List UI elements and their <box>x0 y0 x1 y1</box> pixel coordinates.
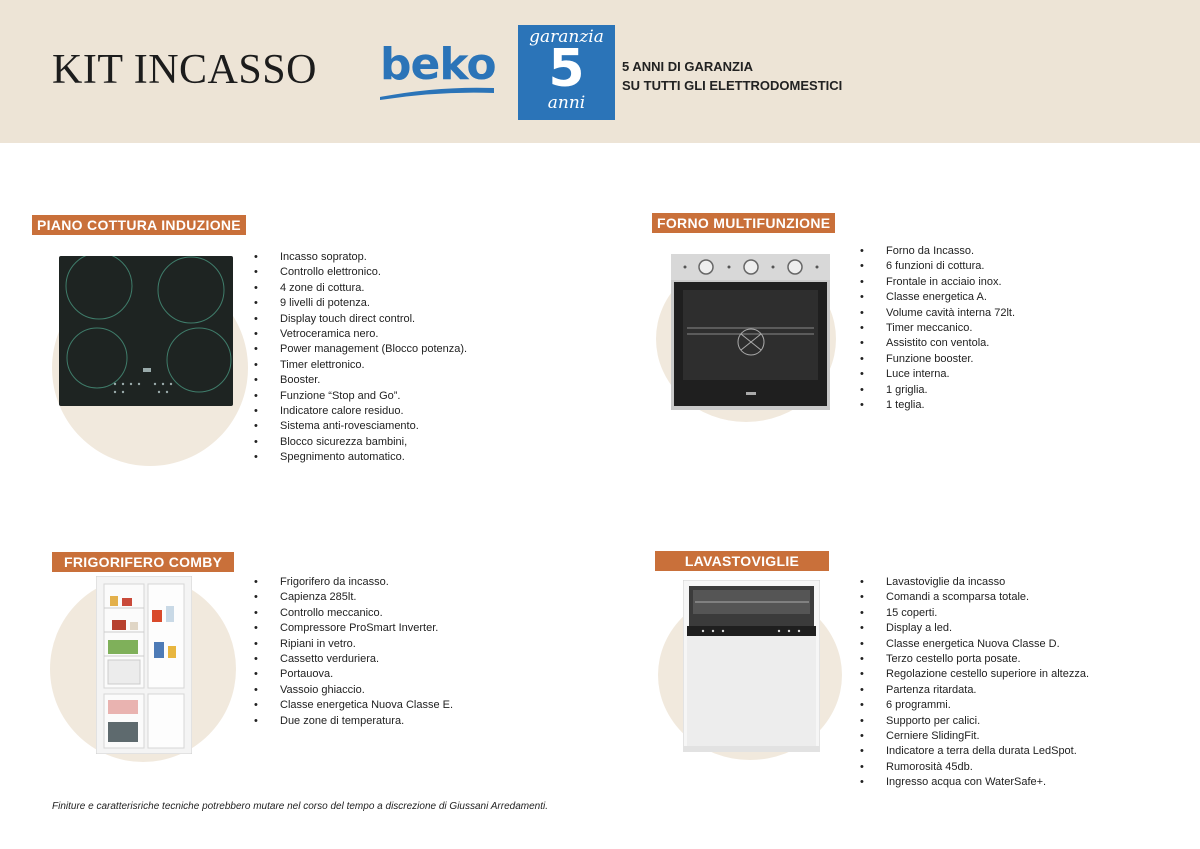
hob-section-label: PIANO COTTURA INDUZIONE <box>32 215 246 235</box>
list-item: • Timer meccanico. <box>860 321 1015 336</box>
warranty-badge <box>518 25 615 120</box>
list-item: • Classe energetica Nuova Classe E. <box>254 698 453 713</box>
list-item: • Due zone di temperatura. <box>254 714 453 729</box>
dishwasher-section-label: LAVASTOVIGLIE <box>655 551 829 571</box>
list-item: • Cerniere SlidingFit. <box>860 729 1089 744</box>
list-item: • Spegnimento automatico. <box>254 450 467 465</box>
badge-top-text: garanzia <box>529 27 604 47</box>
warranty-line: SU TUTTI GLI ELETTRODOMESTICI <box>622 78 843 93</box>
list-item: • Partenza ritardata. <box>860 683 1089 698</box>
fridge-section-label: FRIGORIFERO COMBY <box>52 552 234 572</box>
list-item: • Vassoio ghiaccio. <box>254 683 453 698</box>
list-item: • Vetroceramica nero. <box>254 327 467 342</box>
list-item: • Display touch direct control. <box>254 312 467 327</box>
list-item: • 15 coperti. <box>860 606 1089 621</box>
beko-swoosh-icon <box>378 84 496 100</box>
list-item: • Classe energetica A. <box>860 290 1015 305</box>
oven-section-label: FORNO MULTIFUNZIONE <box>652 213 835 233</box>
beko-wordmark: beko <box>380 39 496 90</box>
list-item: • Blocco sicurezza bambini, <box>254 435 467 450</box>
list-item: • 6 programmi. <box>860 698 1089 713</box>
list-item: • Compressore ProSmart Inverter. <box>254 621 453 636</box>
list-item: • Capienza 285lt. <box>254 590 453 605</box>
list-item: • 6 funzioni di cottura. <box>860 259 1015 274</box>
list-item: • Rumorosità 45db. <box>860 760 1089 775</box>
fridge-features-list <box>254 575 453 729</box>
list-item: • Funzione booster. <box>860 352 1015 367</box>
list-item: • 1 griglia. <box>860 383 1015 398</box>
list-item: • Regolazione cestello superiore in altezza. <box>860 667 1089 682</box>
list-item: • Comandi a scomparsa totale. <box>860 590 1089 605</box>
beko-logo <box>376 40 498 102</box>
warranty-text <box>622 57 842 95</box>
list-item: • 1 teglia. <box>860 398 1015 413</box>
list-item: • Incasso sopratop. <box>254 250 467 265</box>
list-item: • Sistema anti-rovesciamento. <box>254 419 467 434</box>
badge-number: 5 <box>548 39 585 99</box>
list-item: • Supporto per calici. <box>860 714 1089 729</box>
list-item: • 4 zone di cottura. <box>254 281 467 296</box>
list-item: • Indicatore calore residuo. <box>254 404 467 419</box>
list-item: • Timer elettronico. <box>254 358 467 373</box>
list-item: • Indicatore a terra della durata LedSpot. <box>860 744 1089 759</box>
list-item: • Display a led. <box>860 621 1089 636</box>
list-item: • Ripiani in vetro. <box>254 637 453 652</box>
dishwasher-drawing-icon <box>683 580 820 752</box>
oven-drawing-icon <box>671 254 830 410</box>
list-item: • Frontale in acciaio inox. <box>860 275 1015 290</box>
list-item: • Terzo cestello porta posate. <box>860 652 1089 667</box>
oven-features-list <box>860 244 1015 413</box>
list-item: • Classe energetica Nuova Classe D. <box>860 637 1089 652</box>
list-item: • Portauova. <box>254 667 453 682</box>
fridge-drawing-icon <box>96 576 192 754</box>
page-title: KIT INCASSO <box>52 47 317 93</box>
dishwasher-features-list <box>860 575 1089 791</box>
warranty-line: 5 ANNI DI GARANZIA <box>622 59 753 74</box>
badge-bottom-text: anni <box>547 93 586 113</box>
list-item: • Frigorifero da incasso. <box>254 575 453 590</box>
hob-features-list <box>254 250 467 466</box>
list-item: • Cassetto verduriera. <box>254 652 453 667</box>
hob-zones-icon <box>59 256 233 406</box>
header-band <box>0 0 1200 143</box>
list-item: • Luce interna. <box>860 367 1015 382</box>
list-item: • Controllo elettronico. <box>254 265 467 280</box>
induction-hob-image <box>59 256 233 406</box>
list-item: • Power management (Blocco potenza). <box>254 342 467 357</box>
list-item: • Assistito con ventola. <box>860 336 1015 351</box>
list-item: • 9 livelli di potenza. <box>254 296 467 311</box>
list-item: • Ingresso acqua con WaterSafe+. <box>860 775 1089 790</box>
list-item: • Controllo meccanico. <box>254 606 453 621</box>
list-item: • Volume cavità interna 72lt. <box>860 306 1015 321</box>
dishwasher-image <box>683 580 820 752</box>
list-item: • Lavastoviglie da incasso <box>860 575 1089 590</box>
oven-image <box>671 254 830 410</box>
list-item: • Funzione “Stop and Go”. <box>254 389 467 404</box>
list-item: • Booster. <box>254 373 467 388</box>
footer-disclaimer: Finiture e caratterisriche tecniche potrebbero mutare nel corso del tempo a discrezione di Giussani Arredamenti. <box>52 801 548 812</box>
list-item: • Forno da Incasso. <box>860 244 1015 259</box>
fridge-image <box>96 576 192 754</box>
